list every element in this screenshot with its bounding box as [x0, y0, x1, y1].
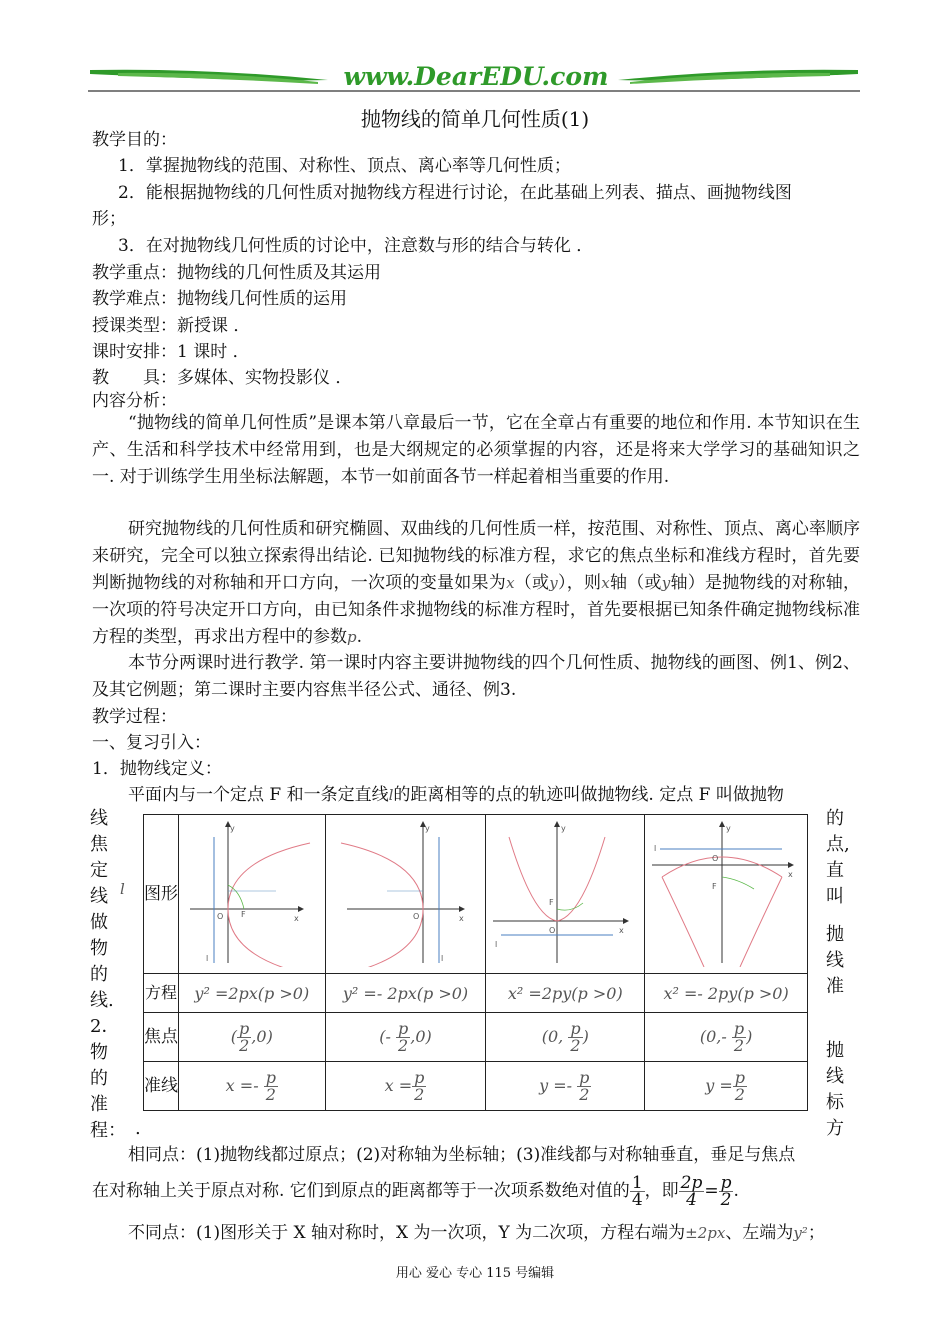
same-points-line-2: 在对称轴上关于原点对称. 它们到原点的距离都等于一次项系数绝对值的 $\frac{1}{4}$ ，即 $\frac{2p}{4}$ = $\frac{p}{2}$ . [92, 1173, 739, 1210]
svg-text:O: O [412, 911, 419, 921]
parabola-up-figure [487, 817, 643, 967]
teaching-tools: 教 具：多媒体、实物投影仪 ． [92, 368, 353, 388]
page-footer: 用心 爱心 专心 115 号编辑 [395, 1266, 555, 1281]
directrix-2: x = $\frac{p}{2}$ [325, 1062, 486, 1111]
row-label-directrix: 准线 [144, 1062, 179, 1111]
svg-text:O: O [712, 853, 719, 863]
parabola-left-figure [327, 817, 485, 967]
figure-cell-down [645, 815, 808, 974]
analysis-paragraph-2: 研究抛物线的几何性质和研究椭圆、双曲线的几何性质一样，按范围、对称性、顶点、离心率顺序来研究，完全可以独立探索得出结论. 已知抛物线的标准方程，求它的焦点坐标和准线方程时，首先要判断抛物线的对称轴和开口方向，一次项的变量如果为x（或y），则x轴（或y轴）是抛物线的对称轴，一次项的符号决定开口方向，由已知条件求抛物线的标准方程时，首先要根据已知条件确定抛物线标准方程的类型，再求出方程中的参数p. [92, 519, 861, 647]
definition-heading: 1．抛物线定义： [92, 759, 222, 779]
svg-text:l: l [205, 953, 209, 963]
figure-cell-left [325, 815, 486, 974]
difficulty: 教学难点：抛物线几何性质的运用 [92, 289, 347, 309]
equation-row [144, 974, 808, 1013]
svg-text:O: O [549, 925, 556, 935]
figure-cell-up [486, 815, 645, 974]
focus-4: (0,- $\frac{p}{2}$ ) [645, 1013, 808, 1062]
definition-text: 平面内与一个定点 F 和一条定直线l的距离相等的点的轨迹叫做抛物线. 定点 F 叫做抛物 [128, 785, 784, 805]
directrix-row [144, 1062, 808, 1111]
site-logo-text: www.DearEDU.com [343, 62, 609, 91]
header-banner [88, 60, 860, 94]
focus-1: ( $\frac{p}{2}$ ,0) [179, 1013, 326, 1062]
row-label-equation: 方程 [144, 974, 179, 1013]
svg-text:y: y [561, 823, 567, 833]
focus-3: (0, $\frac{p}{2}$ ) [486, 1013, 645, 1062]
objective-2: 2．能根据抛物线的几何性质对抛物线方程进行讨论，在此基础上列表、描点、画抛物线图 [118, 183, 792, 203]
objective-3: 3．在对抛物线几何性质的讨论中，注意数与形的结合与转化 ． [118, 236, 594, 256]
left-wrapped-text: 线 焦 定 线 做 物 的 线. 2． 物 的 准 程： [90, 808, 126, 1141]
different-points-line: 不同点：(1)图形关于 X 轴对称时，X 为一次项，Y 为二次项，方程右端为±2px、左端为y²； [128, 1223, 825, 1243]
parabola-properties-table [143, 814, 808, 1111]
after-table-dot: . [135, 1118, 141, 1139]
left-l-label: l [120, 880, 125, 898]
right-wrapped-text: 的 点, 直 叫 抛 线 准 抛 线 标 方 [826, 808, 850, 1139]
lesson-hours: 课时安排：1 课时 ． [92, 342, 250, 362]
same-points-line-1: 相同点：(1)抛物线都过原点；(2)对称轴为坐标轴；(3)准线都与对称轴垂直，垂足与焦点 [128, 1145, 796, 1165]
svg-text:y: y [229, 823, 235, 833]
svg-text:x: x [788, 869, 793, 879]
page-title: 抛物线的简单几何性质(1) [360, 107, 590, 131]
lesson-type: 授课类型：新授课 ． [92, 316, 251, 336]
svg-text:x: x [293, 913, 299, 923]
objectives-heading: 教学目的： [92, 130, 177, 150]
row-label-focus: 焦点 [144, 1013, 179, 1062]
svg-text:l: l [654, 843, 657, 853]
figure-row [144, 815, 808, 974]
parabola-right-figure [180, 817, 324, 967]
process-heading: 教学过程： [92, 707, 177, 727]
equation-3: x² =2py(p >0) [486, 974, 645, 1013]
svg-text:y: y [726, 823, 731, 833]
svg-text:l: l [440, 953, 443, 963]
key-point: 教学重点：抛物线的几何性质及其运用 [92, 263, 381, 283]
svg-text:x: x [619, 925, 625, 935]
equation-4: x² =- 2py(p >0) [645, 974, 808, 1013]
analysis-paragraph-3: 本节分两课时进行教学. 第一课时内容主要讲抛物线的四个几何性质、抛物线的画图、例1、例2、及其它例题；第二课时主要内容焦半径公式、通径、例3. [92, 653, 860, 700]
objective-1: 1．掌握抛物线的范围、对称性、顶点、离心率等几何性质； [118, 156, 571, 176]
objective-2-cont: 形； [92, 209, 126, 229]
equation-1: y² =2px(p >0) [179, 974, 326, 1013]
svg-text:F: F [712, 881, 717, 891]
analysis-heading: 内容分析： [92, 391, 177, 411]
focus-row [144, 1013, 808, 1062]
analysis-paragraph-1: “抛物线的简单几何性质”是课本第八章最后一节，它在全章占有重要的地位和作用. 本节知识在生产、生活和科学技术中经常用到，也是大纲规定的必须掌握的内容，还是将来大学学习的基础知识之一. 对于训练学生用坐标法解题，本节一如前面各节一样起着相当重要的作用. [92, 413, 860, 487]
directrix-1: x =- $\frac{p}{2}$ [179, 1062, 326, 1111]
directrix-4: y = $\frac{p}{2}$ [645, 1062, 808, 1111]
svg-text:x: x [458, 913, 464, 923]
svg-text:O: O [216, 911, 224, 921]
svg-text:y: y [424, 823, 430, 833]
row-label-figure: 图形 [144, 815, 179, 974]
svg-text:F: F [240, 909, 246, 919]
directrix-3: y =- $\frac{p}{2}$ [486, 1062, 645, 1111]
parabola-down-figure [646, 817, 806, 967]
review-heading: 一、复习引入： [92, 733, 211, 753]
svg-text:F: F [549, 897, 554, 907]
svg-text:l: l [495, 939, 498, 949]
focus-2: (- $\frac{p}{2}$ ,0) [325, 1013, 486, 1062]
figure-cell-right [179, 815, 326, 974]
equation-2: y² =- 2px(p >0) [325, 974, 486, 1013]
